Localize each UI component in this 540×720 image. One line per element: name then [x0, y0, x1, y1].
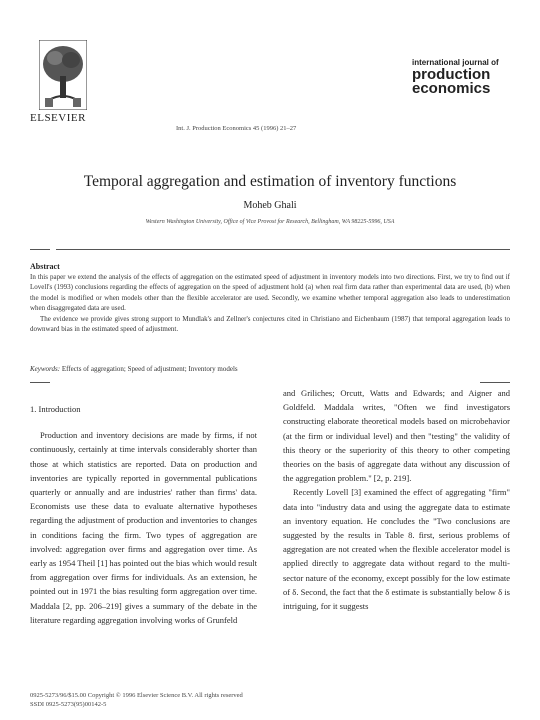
- left-column: [30, 402, 257, 627]
- divider-left-stub: [30, 382, 50, 383]
- article-author: Moheb Ghali: [243, 200, 297, 211]
- copyright-line: 0925-5273/96/$15.00 Copyright © 1996 Elsevier Science B.V. All rights reserved: [30, 692, 243, 699]
- copyright-footer: [30, 691, 243, 709]
- divider-short-left: [30, 249, 50, 250]
- abstract-body: [30, 272, 510, 334]
- keywords-line: [30, 365, 238, 373]
- elsevier-tree-logo: [39, 40, 87, 110]
- right-column: [283, 386, 510, 613]
- abstract-heading: Abstract: [30, 262, 60, 271]
- keywords-list: Effects of aggregation; Speed of adjustment; Inventory models: [61, 365, 238, 373]
- journal-name-line2: production: [412, 66, 491, 83]
- abstract-paragraph-2: The evidence we provide gives strong support to Mundlak's and Zellner's conjectures cited in Christiano and Eichenbaum (1987) that temporal aggregation leads to downward bias in the estimated speed of adjustment.: [30, 314, 510, 334]
- journal-masthead: [412, 58, 512, 96]
- divider-right-stub: [480, 382, 510, 383]
- intro-paragraph-3: Recently Lovell [3] examined the effect of aggregating "firm" data into "industry data and using the aggregate data to estimate an inventory equation. He concludes the "Two conclusions are suggested by the results in Table 8. first, serious problems of aggregation are not created when the flexible accelerator model is applied directly to aggregate data without regard to the multi-sector nature of the economy, except possibly for the low estimate of δ. Second, the fact that the δ estimate is substantially below δ is intriguing, for it suggests: [283, 487, 510, 612]
- abstract-paragraph-1: In this paper we extend the analysis of the effects of aggregation on the estimated speed of adjustment in inventory models into two directions. First, we try to find out if Lovell's (1993) conclusions regarding the effects of aggregation on the speed of adjustment hold (a) when real firm data rather than experimental data are used, (b) when the model is modified or when models other than the flexible accelerator are used. Secondly, we examine whether temporal aggregation also leads to underestimation when disaggregated data are used.: [30, 273, 510, 313]
- journal-name-line3: economics: [412, 80, 491, 97]
- section-heading: 1. Introduction: [30, 404, 81, 414]
- divider-top: [56, 249, 510, 250]
- keywords-label: Keywords:: [30, 365, 61, 373]
- intro-paragraph-2: and Griliches; Orcutt, Watts and Edwards; and Aigner and Goldfeld. Maddala writes, "Often we find investigators constructing elaborate theoretical models based on microbehavior (at the firm or individual level) and then "testing" the validity of this theory or the superiority of this theory to other competing theories on the basis of aggregate data without any discussion of the aggregation problem." [2, p. 219].: [283, 388, 510, 484]
- author-affiliation: Western Washington University, Office of Vice Provost for Research, Bellingham, WA 98225-5996, USA: [145, 219, 395, 225]
- publisher-name: ELSEVIER: [30, 112, 86, 124]
- journal-citation: Int. J. Production Economics 45 (1996) 21–27: [176, 125, 297, 132]
- article-title: Temporal aggregation and estimation of inventory functions: [83, 173, 457, 190]
- ssdi-line: SSDI 0925-5273(95)00142-5: [30, 701, 107, 708]
- intro-paragraph-1: Production and inventory decisions are made by firms, if not continuously, certainly at time intervals considerably shorter than those at which statistics are reported. Data on production and inventories are typically reported in governmental publications quarterly or annually and are industries' rather than firms' data. Economists use these data to evaluate alternative hypotheses regarding the adjustment of production and inventories to changes in conditions facing the firm. Two types of aggregation are involved: aggregation over firms and aggregation over time. As early as 1954 Theil [1] has pointed out the bias which would result from aggregation over firms for individuals. As an extension, he pointed out in 1971 the bias resulting form aggregation over time. Maddala [2, pp. 206–219] gives a summary of the debate in the literature regarding aggregation involving works of Grunfeld: [30, 430, 257, 625]
- journal-name-line1: international journal of: [412, 58, 499, 67]
